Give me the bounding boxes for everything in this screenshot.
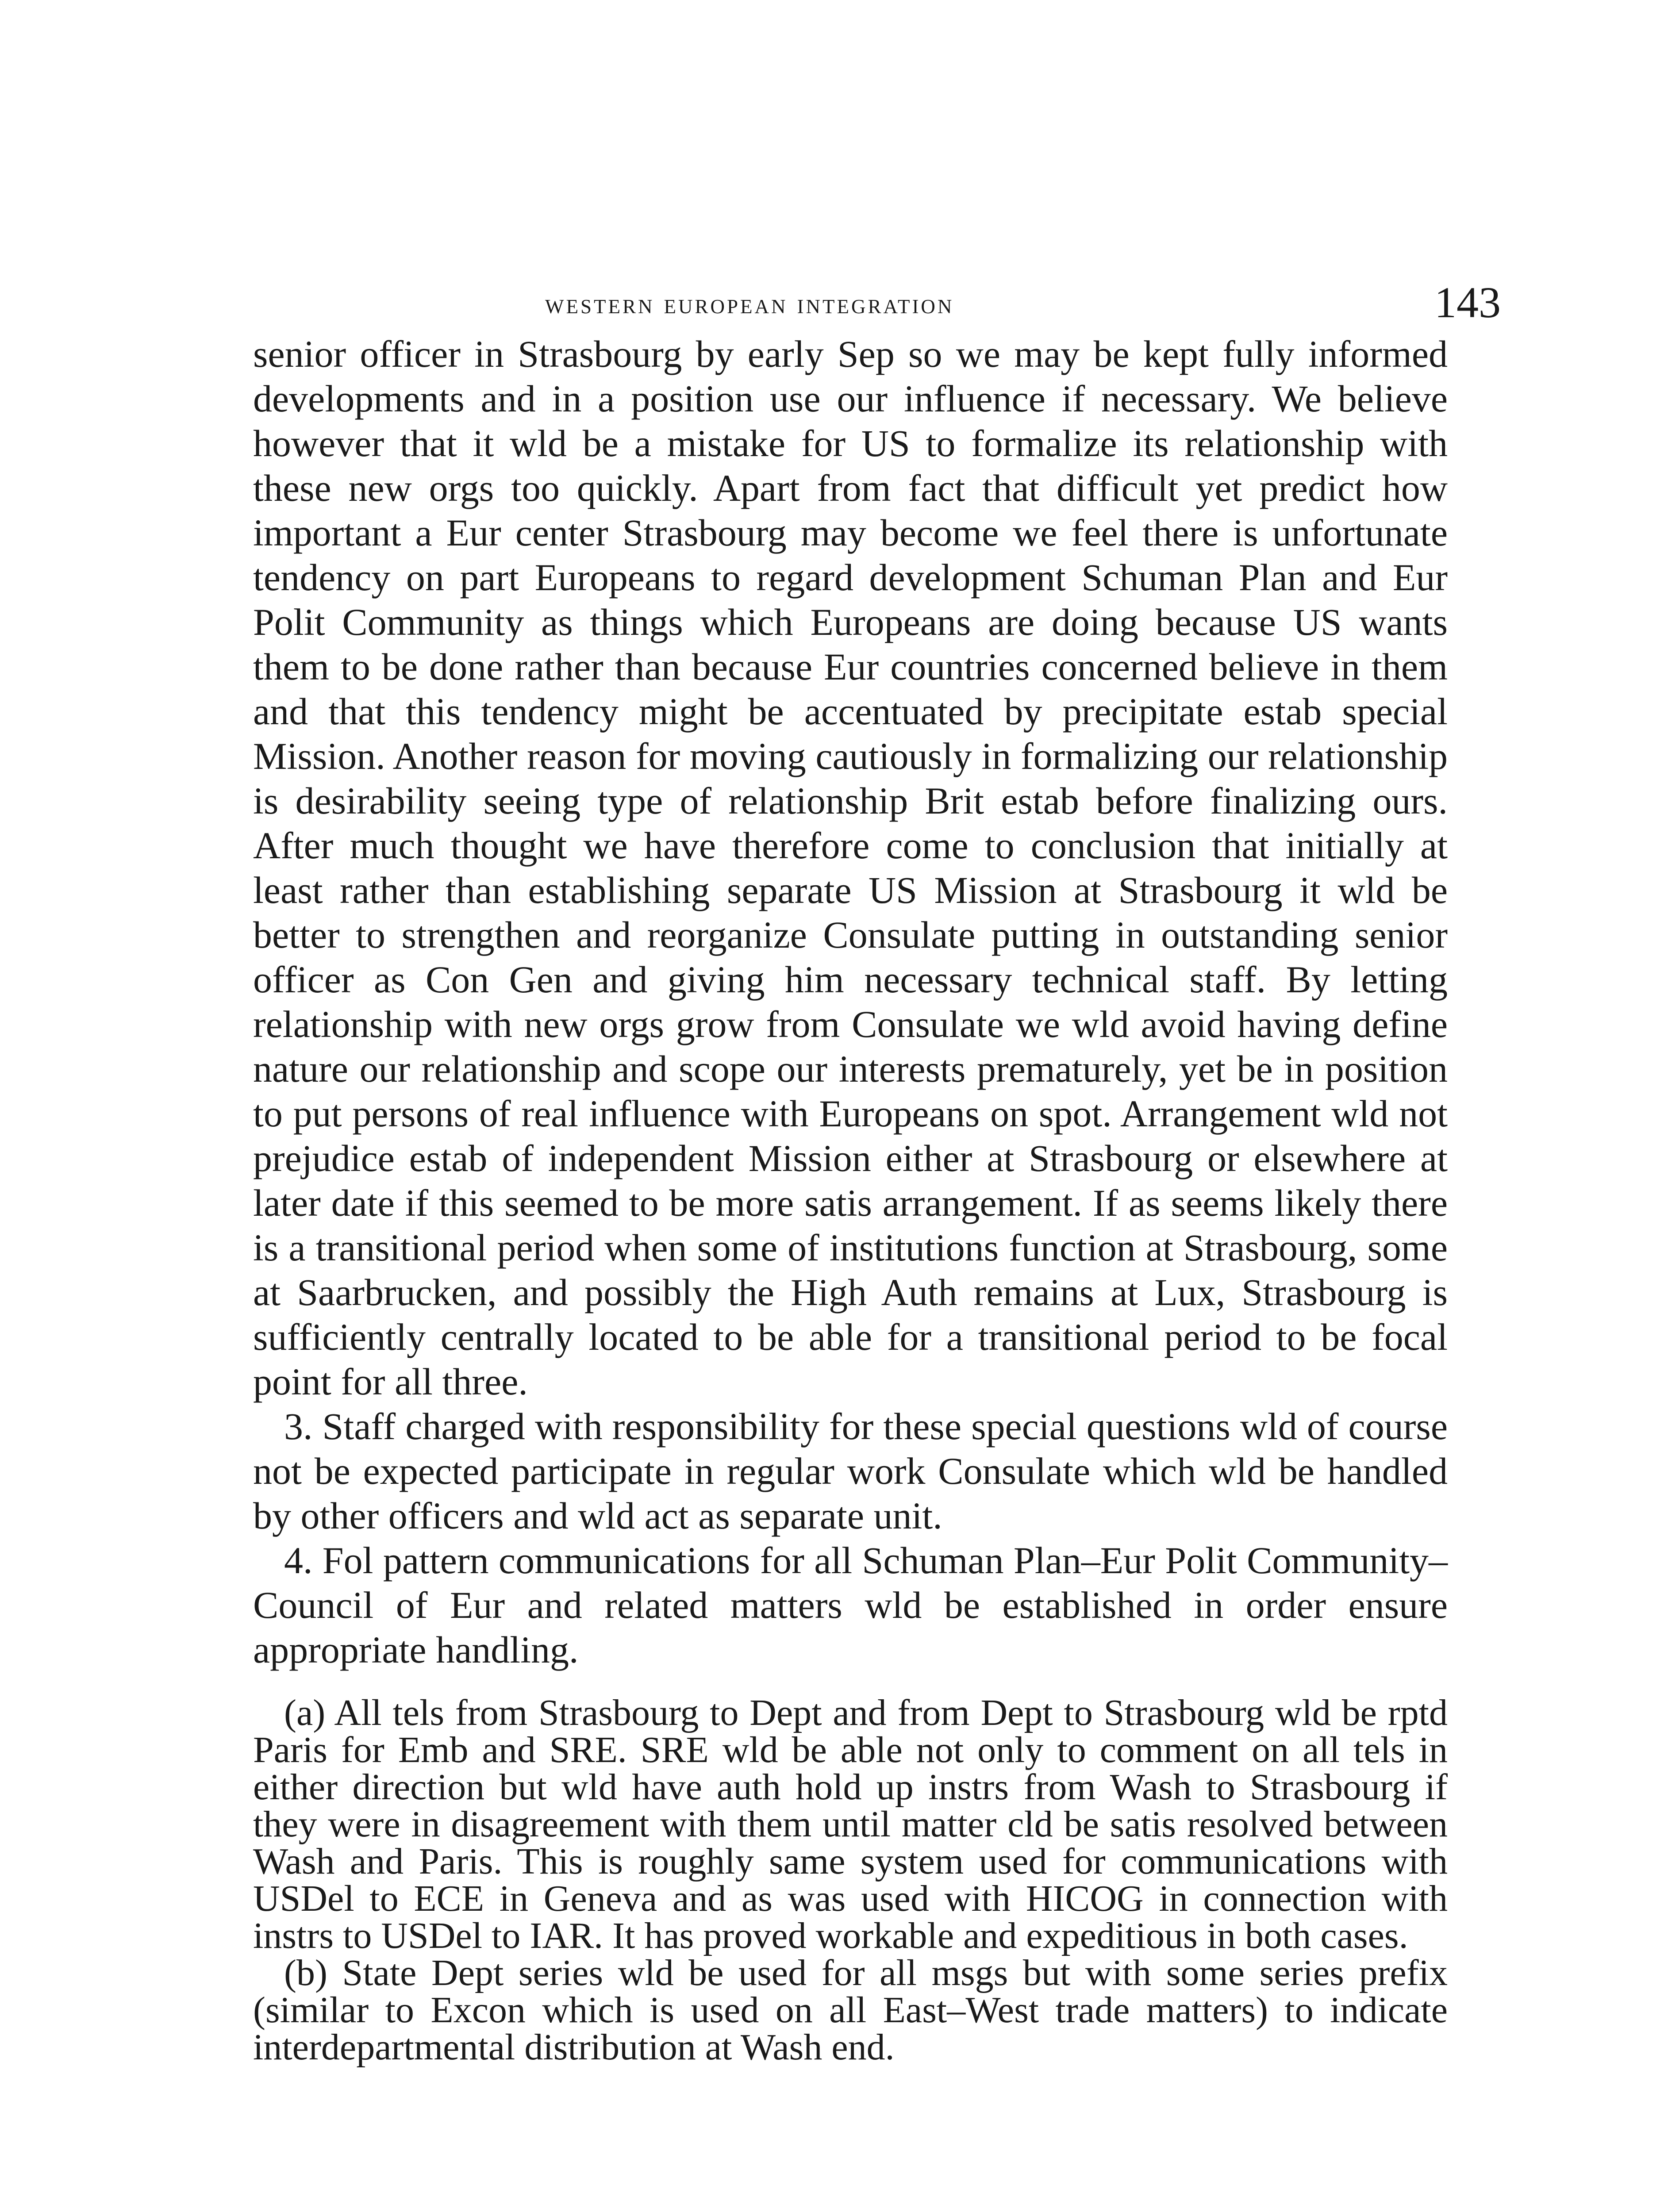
subparagraphs <box>253 1694 1448 2066</box>
subparagraph-b: (b) State Dept series wld be used for all msgs but with some series prefix (similar to Excon which is used on all East–West trade matters) to indicate interdepartmental distribution at Wash end. <box>253 1952 1448 2068</box>
document-page <box>253 270 1501 2068</box>
subparagraph-a: (a) All tels from Strasbourg to Dept and from Dept to Strasbourg wld be rptd Paris for Emb and SRE. SRE wld be able not only to comment on all tels in either direction but wld have auth hold up instrs from Wash to Strasbourg if they were in disagreement with them until matter cld be satis resolved between Wash and Paris. This is roughly same system used for communications with USDel to ECE in Geneva and as was used with HICOG in connection with instrs to USDel to IAR. It has proved workable and expeditious in both cases. <box>253 1692 1448 1956</box>
paragraph-4: 4. Fol pattern communications for all Schuman Plan–Eur Polit Community–Council of Eur and related matters wld be established in order ensure appropriate handling. <box>253 1539 1448 1671</box>
paragraph-3: 3. Staff charged with responsibility for these special questions wld of course not be expected participate in regular work Consulate which wld be handled by other officers and wld act as separate unit. <box>253 1405 1448 1537</box>
running-title: western european integration <box>545 288 954 319</box>
page-number: 143 <box>1434 278 1501 327</box>
body-text <box>253 332 1448 1672</box>
paragraph-continued: senior officer in Strasbourg by early Sep so we may be kept fully informed developments and in a position use our influence if necessary. We believe however that it wld be a mistake for US to formalize its relationship with these new orgs too quickly. Apart from fact that difficult yet predict how important a Eur center Strasbourg may become we feel there is unfortunate tendency on part Europeans to regard development Schuman Plan and Eur Polit Community as things which Europeans are doing because US wants them to be done rather than because Eur countries concerned believe in them and that this tendency might be accentuated by precipitate estab special Mission. Another reason for moving cautiously in formalizing our relationship is desirability seeing type of relationship Brit estab before finalizing ours. After much thought we have therefore come to conclusion that initially at least rather than establishing separate US Mission at Strasbourg it wld be better to strengthen and reorganize Consulate putting in outstanding senior officer as Con Gen and giving him necessary technical staff. By letting relationship with new orgs grow from Consulate we wld avoid having define nature our relationship and scope our interests prematurely, yet be in position to put persons of real influence with Europeans on spot. Arrangement wld not prejudice estab of independent Mission either at Strasbourg or elsewhere at later date if this seemed to be more satis arrangement. If as seems likely there is a transitional period when some of institutions function at Strasbourg, some at Saarbrucken, and possibly the High Auth remains at Lux, Strasbourg is sufficiently centrally located to be able for a transitional period to be focal point for all three. <box>253 333 1448 1403</box>
running-head <box>253 270 1501 332</box>
